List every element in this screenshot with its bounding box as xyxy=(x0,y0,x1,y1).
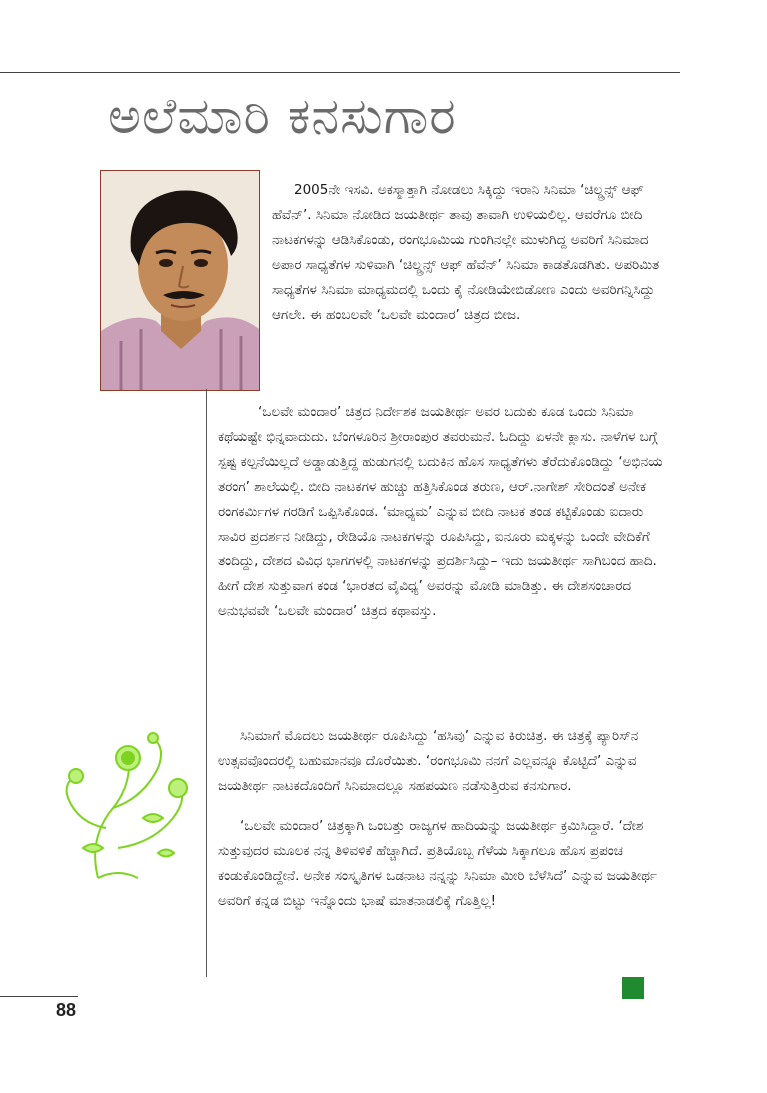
paragraph-4-text: ‘ಒಲವೇ ಮಂದಾರ’ ಚಿತ್ರಕ್ಕಾಗಿ ಒಂಬತ್ತು ರಾಜ್ಯಗಳ ಹಾದಿಯನ್ನು ಜಯತೀರ್ಥ ಕ್ರಮಿಸಿದ್ದಾರೆ. ‘ದೇಶ ಸುತ್ತುವುದರ ಮೂಲಕ ನನ್ನ ತಿಳಿವಳಿಕೆ ಹೆಚ್ಚಾಗಿದೆ. ಪ್ರತಿಯೊಬ್ಬ ಗೆಳೆಯ ಸಿಕ್ಕಾಗಲೂ ಹೊಸ ಪ್ರಪಂಚ ಕಂಡುಕೊಂಡಿದ್ದೇನೆ. ಅನೇಕ ಸಂಸ್ಕೃತಿಗಳ ಒಡನಾಟ ನನ್ನನ್ನು ಸಿನಿಮಾ ಮೀರಿ ಬೆಳೆಸಿದೆ’ ಎನ್ನುವ ಜಯತೀರ್ಥ ಅವರಿಗೆ ಕನ್ನಡ ಬಿಟ್ಟು ಇನ್ನೊಂದು ಭಾಷೆ ಮಾತನಾಡಲಿಕ್ಕೆ ಗೊತ್ತಿಲ್ಲ! xyxy=(218,818,658,909)
paragraph-3-text: ಸಿನಿಮಾಗೆ ಮೊದಲು ಜಯತೀರ್ಥ ರೂಪಿಸಿದ್ದು ‘ಹಸಿವು’ ಎನ್ನುವ ಕಿರುಚಿತ್ರ. ಈ ಚಿತ್ರಕ್ಕೆ ಪ್ಯಾರಿಸ್‌ನ ಉತ್ಸವವೊಂದರಲ್ಲಿ ಬಹುಮಾನವೂ ದೊರೆಯಿತು. ‘ರಂಗಭೂಮಿ ನನಗೆ ಎಲ್ಲವನ್ನೂ ಕೊಟ್ಟಿದೆ’ ಎನ್ನುವ ಜಯತೀರ್ಥ ನಾಟಕದೊಂದಿಗೆ ಸಿನಿಮಾದಲ್ಲೂ ಸಹಪಯಣ ನಡೆಸುತ್ತಿರುವ ಕನಸುಗಾರ. xyxy=(218,728,639,794)
page-title: ಅಲೆಮಾರಿ ಕನಸುಗಾರ xyxy=(108,87,457,145)
top-rule xyxy=(0,72,680,73)
bottom-rule xyxy=(0,996,78,997)
paragraph-4 xyxy=(218,814,670,914)
portrait-photo xyxy=(100,170,260,391)
paragraph-2 xyxy=(218,400,670,624)
paragraph-3 xyxy=(218,724,670,799)
paragraph-1-text: 2005ನೇ ಇಸವಿ. ಅಕಸ್ಮಾತ್ತಾಗಿ ನೋಡಲು ಸಿಕ್ಕಿದ್ದು ಇರಾನಿ ಸಿನಿಮಾ ‘ಚಿಲ್ಡ್ರನ್ಸ್ ಆಫ್ ಹೆವೆನ್’. ಸಿನಿಮಾ ನೋಡಿದ ಜಯತೀರ್ಥ ತಾವು ತಾವಾಗಿ ಉಳಿಯಲಿಲ್ಲ. ಆವರೆಗೂ ಬೀದಿ ನಾಟಕಗಳನ್ನು ಆಡಿಸಿಕೊಂಡು, ರಂಗಭೂಮಿಯ ಗುಂಗಿನಲ್ಲೇ ಮುಳುಗಿದ್ದ ಅವರಿಗೆ ಸಿನಿಮಾದ ಅಪಾರ ಸಾಧ್ಯತೆಗಳ ಸುಳಿವಾಗಿ ‘ಚಿಲ್ಡ್ರನ್ಸ್ ಆಫ್ ಹೆವೆನ್’ ಸಿನಿಮಾ ಕಾಡತೊಡಗಿತು. ಅಪರಿಮಿತ ಸಾಧ್ಯತೆಗಳ ಸಿನಿಮಾ ಮಾಧ್ಯಮದಲ್ಲಿ ಒಂದು ಕೈ ನೋಡಿಯೇಬಿಡೋಣ ಎಂದು ಅವರಿಗನ್ನಿಸಿದ್ದು ಆಗಲೇ. ಈ ಹಂಬಲವೇ ‘ಒಲವೇ ಮಂದಾರ’ ಚಿತ್ರದ ಬೀಜ. xyxy=(272,182,660,323)
paragraph-2-text: ‘ಒಲವೇ ಮಂದಾರ’ ಚಿತ್ರದ ನಿರ್ದೇಶಕ ಜಯತೀರ್ಥ ಅವರ ಬದುಕು ಕೂಡ ಒಂದು ಸಿನಿಮಾ ಕಥೆಯಷ್ಟೇ ಭಿನ್ನವಾದುದು. ಬೆಂಗಳೂರಿನ ಶ್ರೀರಾಂಪುರ ತವರುಮನೆ. ಓದಿದ್ದು ಏಳನೇ ಕ್ಲಾಸು. ನಾಳೆಗಳ ಬಗ್ಗೆ ಸ್ಪಷ್ಟ ಕಲ್ಪನೆಯಿಲ್ಲದೆ ಅಡ್ಡಾಡುತ್ತಿದ್ದ ಹುಡುಗನಲ್ಲಿ ಬದುಕಿನ ಹೊಸ ಸಾಧ್ಯತೆಗಳು ತೆರೆದುಕೊಂಡಿದ್ದು ‘ಅಭಿನಯ ತರಂಗ’ ಶಾಲೆಯಲ್ಲಿ. ಬೀದಿ ನಾಟಕಗಳ ಹುಚ್ಚು ಹತ್ತಿಸಿಕೊಂಡ ತರುಣ, ಆರ್.ನಾಗೇಶ್ ಸೇರಿದಂತೆ ಅನೇಕ ರಂಗಕರ್ಮಿಗಳ ಗರಡಿಗೆ ಒಪ್ಪಿಸಿಕೊಂಡ. ‘ಮಾಧ್ಯಮ’ ಎನ್ನುವ ಬೀದಿ ನಾಟಕ ತಂಡ ಕಟ್ಟಿಕೊಂಡು ಐದಾರು ಸಾವಿರ ಪ್ರದರ್ಶನ ನೀಡಿದ್ದು, ರೇಡಿಯೊ ನಾಟಕಗಳನ್ನು ರೂಪಿಸಿದ್ದು, ಐನೂರು ಮಕ್ಕಳನ್ನು ಒಂದೇ ವೇದಿಕೆಗೆ ತಂದಿದ್ದು, ದೇಶದ ವಿವಿಧ ಭಾಗಗಳಲ್ಲಿ ನಾಟಕಗಳನ್ನು ಪ್ರದರ್ಶಿಸಿದ್ದು– ಇದು ಜಯತೀರ್ಥ ಸಾಗಿಬಂದ ಹಾದಿ. ಹೀಗೆ ದೇಶ ಸುತ್ತುವಾಗ ಕಂಡ ‘ಭಾರತದ ವೈವಿಧ್ಯ’ ಅವರನ್ನು ಮೋಡಿ ಮಾಡಿತ್ತು. ಈ ದೇಶಸಂಚಾರದ ಅನುಭವವೇ ‘ಒಲವೇ ಮಂದಾರ’ ಚಿತ್ರದ ಕಥಾವಸ್ತು. xyxy=(218,404,663,620)
accent-square xyxy=(622,977,644,999)
floral-swirl-icon xyxy=(58,728,198,888)
column-rule xyxy=(206,389,207,977)
page-number: 88 xyxy=(56,1000,77,1020)
paragraph-1 xyxy=(272,178,672,327)
